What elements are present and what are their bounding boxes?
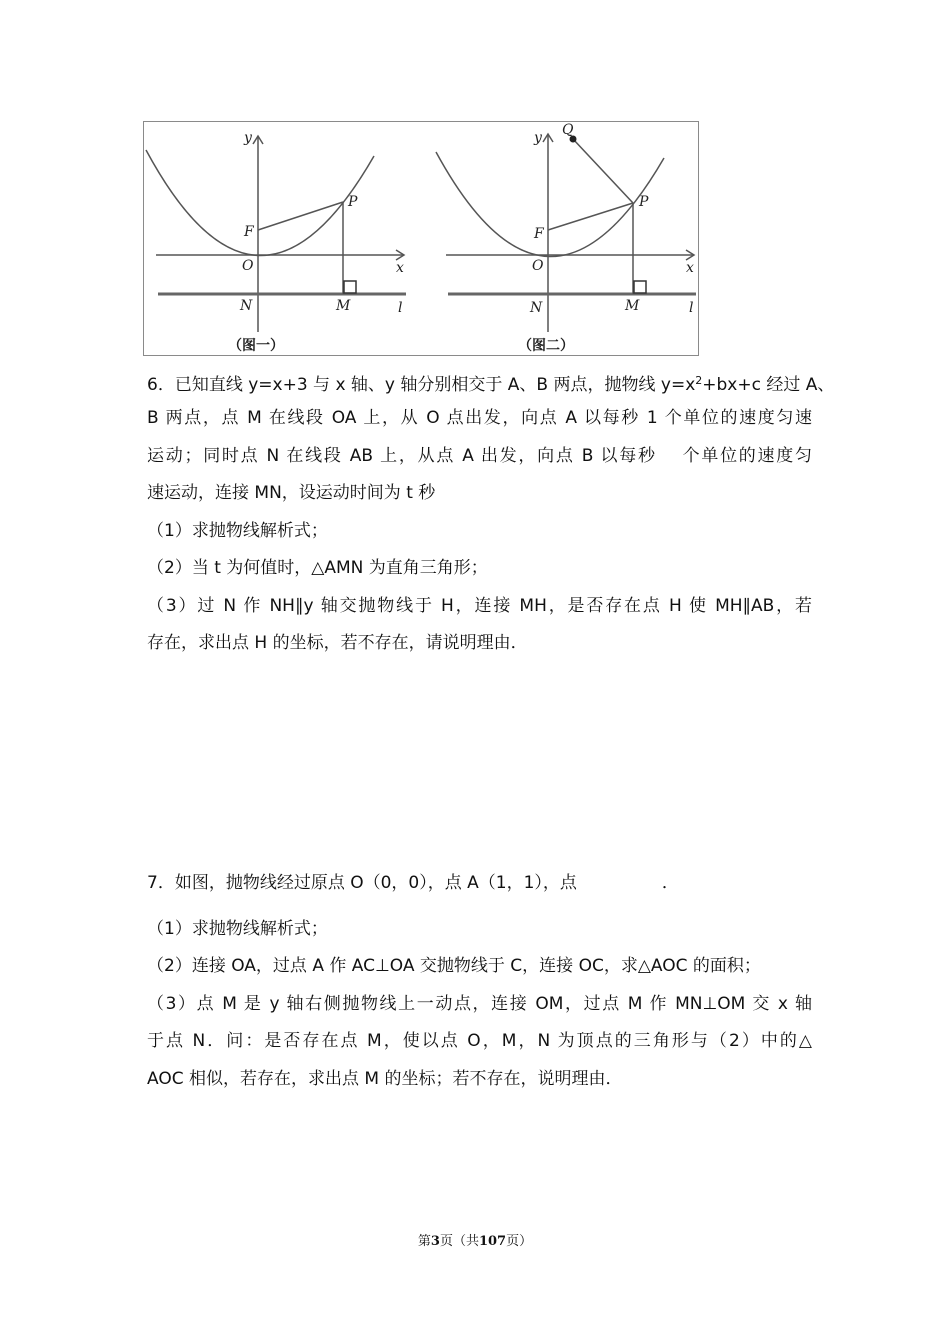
fig2-label-l: l <box>689 300 694 316</box>
fig1-label-M: M <box>336 298 351 314</box>
q6-line-1-a: 6．已知直线 y=x+3 与 x 轴、y 轴分别相交于 A、B 两点，抛物线 y=x <box>147 375 696 395</box>
q7-part-3-line-2: 于点 N．问：是否存在点 M，使以点 O，M，N 为顶点的三角形与（2）中的△ <box>147 1031 812 1051</box>
figure-one <box>146 130 406 354</box>
q6-part-2: （2）当 t 为何值时，△AMN 为直角三角形； <box>147 558 488 578</box>
footer-pre: 第 <box>417 1234 431 1249</box>
footer-total-pages: 107 <box>478 1234 507 1249</box>
fig1-label-x: x <box>396 260 404 276</box>
fig2-label-O: O <box>532 258 544 274</box>
footer-post: 页） <box>506 1234 533 1249</box>
fig2-label-M: M <box>625 298 640 314</box>
q6-part-1: （1）求抛物线解析式； <box>147 521 328 541</box>
fig2-right-angle-mark <box>634 281 646 293</box>
fig1-label-O: O <box>242 258 254 274</box>
q7-part-3-line-1: （3）点 M 是 y 轴右侧抛物线上一动点，连接 OM，过点 M 作 MN⊥OM 交 x 轴 <box>147 994 812 1014</box>
q6-line-3: 运动；同时点 N 在线段 AB 上，从点 A 出发，向点 B 以每秒 个单位的速度匀 <box>147 446 812 466</box>
fig2-label-F: F <box>534 226 544 242</box>
fig2-caption: （图二） <box>518 338 574 354</box>
fig1-label-F: F <box>244 224 254 240</box>
q7-line-1: 7．如图，抛物线经过原点 O（0，0），点 A（1，1），点 ． <box>147 873 679 893</box>
fig2-segment-QP <box>573 139 633 203</box>
figure-panel <box>143 121 699 356</box>
fig1-caption: （图一） <box>228 338 284 354</box>
fig1-segment-FP <box>258 202 343 230</box>
q6-line-1 <box>147 370 835 396</box>
fig2-label-Q: Q <box>562 122 574 138</box>
fig2-label-P: P <box>639 194 649 210</box>
fig2-label-N: N <box>530 300 543 316</box>
q6-line-1-b: +bx+c 经过 A、 <box>702 375 835 395</box>
q6-part-3-line-1: （3）过 N 作 NH∥y 轴交抛物线于 H，连接 MH，是否存在点 H 使 MH∥AB，若 <box>147 596 812 616</box>
fig2-segment-FP <box>548 203 633 230</box>
fig2-label-y: y <box>534 130 542 146</box>
fig1-label-N: N <box>240 298 253 314</box>
fig1-label-l: l <box>398 300 403 316</box>
fig2-label-x: x <box>686 260 694 276</box>
q7-part-3-line-3: AOC 相似，若存在，求出点 M 的坐标；若不存在，说明理由． <box>147 1069 623 1089</box>
q7-part-1: （1）求抛物线解析式； <box>147 919 328 939</box>
q6-part-3-line-2: 存在，求出点 H 的坐标，若不存在，请说明理由． <box>147 633 528 653</box>
fig1-label-P: P <box>348 194 358 210</box>
page-footer <box>0 1230 950 1249</box>
fig1-right-angle-mark <box>344 281 356 293</box>
footer-mid: 页（共 <box>439 1234 479 1249</box>
fig1-label-y: y <box>244 130 252 146</box>
q7-part-2: （2）连接 OA，过点 A 作 AC⊥OA 交抛物线于 C，连接 OC，求△AOC 的面积； <box>147 956 761 976</box>
figure-two <box>436 122 696 354</box>
footer-page-number: 3 <box>430 1234 440 1249</box>
q6-line-1-sup: 2 <box>695 374 703 387</box>
figure-svg <box>144 122 700 357</box>
q6-line-2: B 两点，点 M 在线段 OA 上，从 O 点出发，向点 A 以每秒 1 个单位的速度匀速 <box>147 408 812 428</box>
q6-line-4: 速运动，连接 MN，设运动时间为 t 秒 <box>147 483 436 503</box>
